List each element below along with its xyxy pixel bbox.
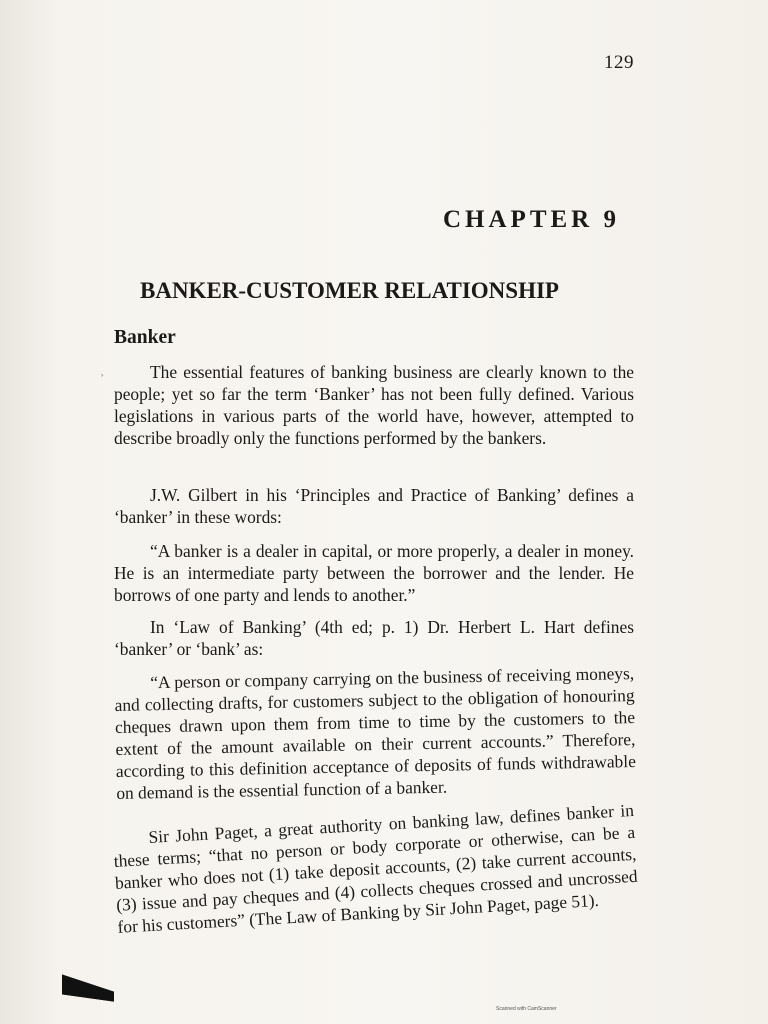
paragraph-2: J.W. Gilbert in his ‘Principles and Practice of Banking’ defines a ‘banker’ in these words: [114,485,634,527]
paragraph-5: “A person or company carrying on the business of receiving moneys, and collecting drafts, for customers subject to the obligation of honouring cheques drawn upon them from time to time by the customers to the extent of the amount available on their current accounts.” Therefore, according to this definition acceptance of deposits of funds withdrawable on demand is the essential function of a banker. [114,663,636,803]
section-heading: Banker [114,327,176,348]
chapter-heading: CHAPTER 9 [443,206,620,233]
chapter-title: BANKER-CUSTOMER RELATIONSHIP [140,278,559,303]
paragraph-3: “A banker is a dealer in capital, or more properly, a dealer in money. He is an intermediate party between the borrower and the lender. He borrows of one party and lends to another.” [114,541,634,605]
paragraph-4: In ‘Law of Banking’ (4th ed; p. 1) Dr. Herbert L. Hart defines ‘banker’ or ‘bank’ as: [114,617,634,659]
page-number: 129 [604,52,634,73]
scanner-watermark: Scanned with CamScanner [496,1006,557,1012]
paragraph-1: The essential features of banking business are clearly known to the people; yet so far the term ‘Banker’ has not been fully defined. Various legislations in various parts of the world have, however, attempted to describe broadly only the functions performed by the bankers. [114,362,634,448]
margin-tick-icon: ˒ [100,366,104,380]
paragraph-6: Sir John Paget, a great authority on banking law, defines banker in these terms; “that no person or body corporate or otherwise, can be a banker who does not (1) take deposit accounts, (2) take current accounts, (3) issue and pay cheques and (4) collects cheques crossed and uncrossed for his customers” (The Law of Banking by Sir John Paget, page 51). [113,799,639,937]
corner-mark-icon [62,974,114,1001]
